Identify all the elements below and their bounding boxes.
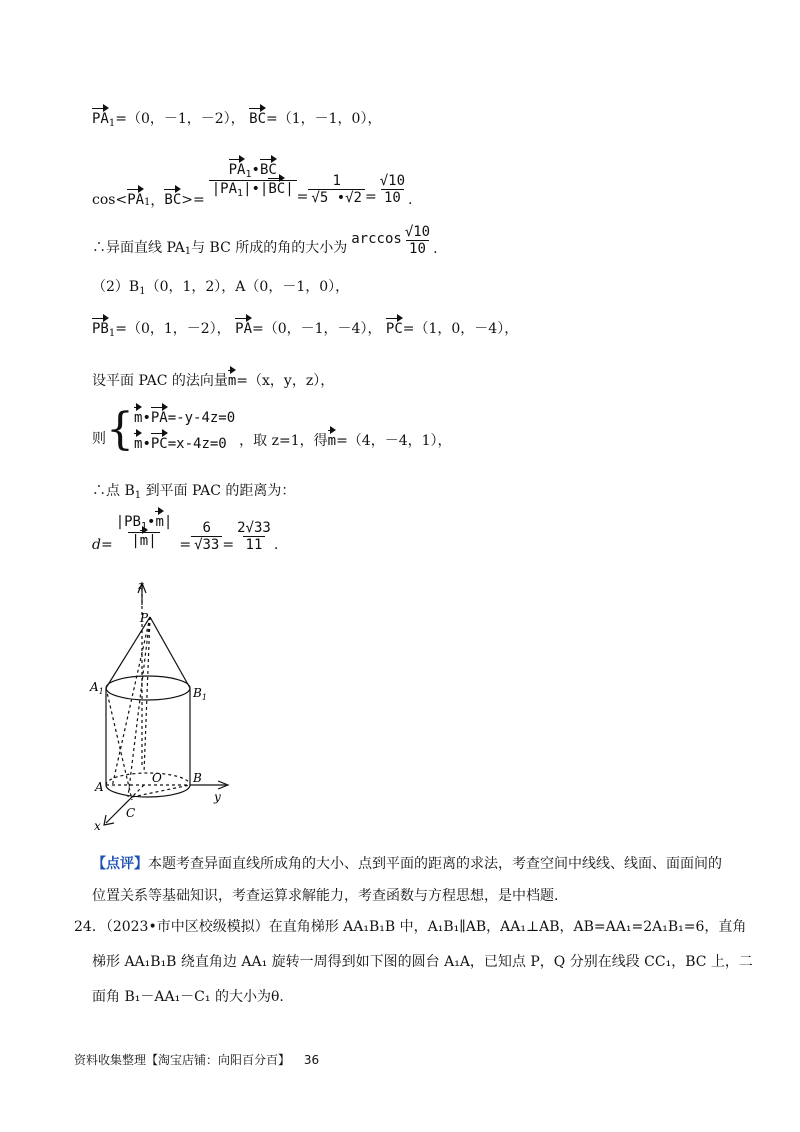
distance-formula: d= $\frac{|PB_1•m|}{|m|}$ = $\frac{6}{√33}$ = $\frac{2√33}{11}$ . bbox=[92, 514, 279, 553]
vec-bc: BC bbox=[249, 111, 266, 127]
equation-system: 则 { m•PA=-y-4z=0 m•PC=x-4z=0 ，取 z=1，得m=（4，－4，1）， bbox=[92, 404, 452, 455]
label-z: z bbox=[138, 579, 144, 592]
label-b: B bbox=[193, 771, 202, 785]
cylinder-cone-figure bbox=[80, 575, 250, 835]
points-line: $(2)B_1(0$，1，2），A（0，－1，0）， bbox=[92, 279, 350, 297]
footer bbox=[74, 1051, 319, 1068]
label-p: P bbox=[140, 611, 149, 625]
problem-24: 24．（2023•市中区校级模拟）在直角梯形 AA₁B₁B 中，A₁B₁∥AB，AA₁⊥AB，AB=AA₁=2A₁B₁=6，直角 梯形 AA₁B₁B 绕直角边 AA₁ 旋转一周得到如下图的圆台 A₁A，已知点 P，Q 分别在线段 CC₁，BC 上，二 面角 B₁－AA₁－C₁ 的大小为θ. bbox=[74, 919, 753, 1005]
review-paragraph: 【点评】本题考查异面直线所成角的大小、点到平面的距离的求法，考查空间中线线、线面、面面间的 位置关系等基础知识，考查运算求解能力，考查函数与方程思想，是中档题. bbox=[92, 856, 722, 904]
angle-conclusion: ∴异面直线 PA $_1$ 与 BC 所成的角的大小为 arccos $\frac{√10}{10}$ . bbox=[92, 224, 438, 257]
vector-pa1-line: $PA_1=(0$，－1，－2）， BC=（1，－1，0）， bbox=[92, 111, 382, 129]
brace: { bbox=[106, 404, 134, 455]
distance-intro: ∴点 $B_1$ 到平面 PAC 的距离为： bbox=[92, 483, 296, 501]
cos-fraction: $\frac{PA_1•BC}{|PA_1|•|BC|}$ bbox=[209, 162, 297, 199]
label-b1: $B_1$ bbox=[193, 686, 207, 702]
label-a1: $A_1$ bbox=[90, 680, 104, 696]
vectors-line: $PB_1=(0$，1，－2）， PA=（0，－1，－4）， PC=（1，0，－4）， bbox=[92, 321, 519, 339]
normal-vector-line: 设平面 PAC 的法向量m=（x，y，z）， bbox=[92, 373, 335, 389]
footer-text: 资料收集整理【淘宝店铺：向阳百分百】 bbox=[74, 1053, 291, 1067]
label-c: C bbox=[126, 806, 136, 820]
cos-formula: cos< PA 1 ， BC >= $\frac{PA_1•BC}{|PA_1|•|BC|}$ = $\frac{1}{√5 •√2}$ = $\frac{√10}{10}$ . bbox=[92, 161, 413, 209]
page-number: 36 bbox=[303, 1053, 320, 1067]
label-y: y bbox=[214, 790, 221, 804]
fraction-sqrt10: $\frac{√10}{10}$ bbox=[379, 172, 406, 206]
label-a: A bbox=[95, 780, 104, 794]
label-x: x bbox=[94, 819, 101, 833]
review-tag: 【点评】 bbox=[92, 856, 148, 872]
vec-pa: PA bbox=[92, 111, 109, 127]
fraction-1-sqrt: $\frac{1}{√5 •√2}$ bbox=[308, 173, 365, 206]
label-o: O bbox=[152, 771, 162, 785]
